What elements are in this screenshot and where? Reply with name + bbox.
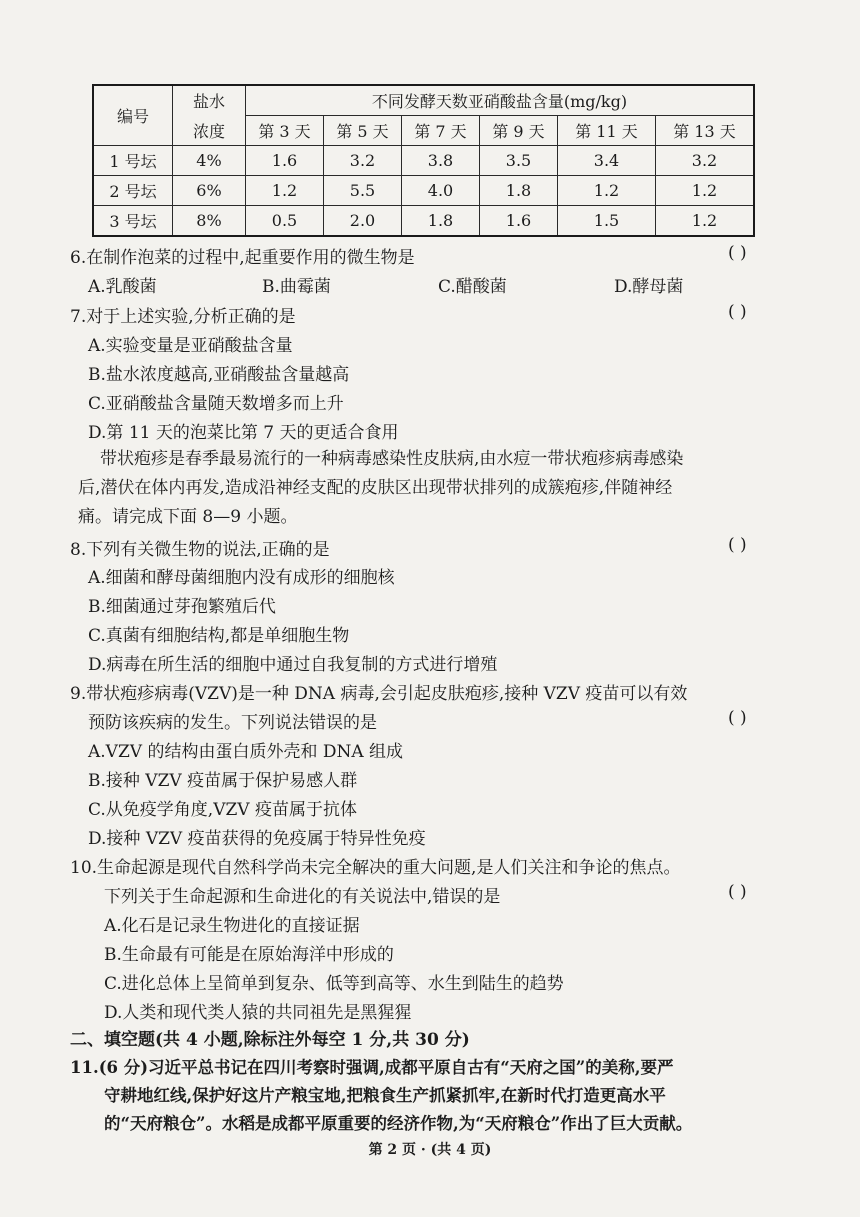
table-cell: 1.8 [402, 206, 480, 237]
q10-option-c: C.进化总体上呈简单到复杂、低等到高等、水生到陆生的趋势 [104, 974, 564, 994]
q6-option-c: C.醋酸菌 [438, 277, 507, 297]
q8-option-c: C.真菌有细胞结构,都是单细胞生物 [88, 626, 350, 646]
table-row [93, 176, 754, 206]
header-day: 第 11 天 [558, 116, 656, 146]
q6-option-a: A.乳酸菌 [88, 277, 157, 297]
header-day: 第 5 天 [324, 116, 402, 146]
passage-line: 后,潜伏在体内再发,造成沿神经支配的皮肤区出现带状排列的成簇疱疹,伴随神经 [78, 478, 673, 498]
answer-blank: ( ) [728, 708, 747, 728]
question-9-stem-1: 9.带状疱疹病毒(VZV)是一种 DNA 病毒,会引起皮肤疱疹,接种 VZV 疫苗可以有效 [70, 684, 688, 704]
passage [78, 445, 798, 532]
header-day: 第 3 天 [246, 116, 324, 146]
q7-option-d: D.第 11 天的泡菜比第 7 天的更适合食用 [88, 423, 399, 443]
table-cell: 3.2 [324, 146, 402, 176]
table-cell: 1.6 [246, 146, 324, 176]
table-cell: 1.8 [480, 176, 558, 206]
row-name: 2 号坛 [93, 176, 173, 206]
answer-blank: ( ) [728, 243, 747, 263]
table-row [93, 206, 754, 237]
header-day: 第 13 天 [656, 116, 755, 146]
header-day: 第 7 天 [402, 116, 480, 146]
table-cell: 5.5 [324, 176, 402, 206]
passage-line: 带状疱疹是春季最易流行的一种病毒感染性皮肤病,由水痘一带状疱疹病毒感染 [100, 449, 684, 469]
question-9-stem-2: 预防该疾病的发生。下列说法错误的是 [88, 713, 377, 733]
question-8-stem: 8.下列有关微生物的说法,正确的是 [70, 540, 330, 560]
page-footer: 第 2 页 · (共 4 页) [368, 1142, 492, 1158]
q6-option-b: B.曲霉菌 [262, 277, 331, 297]
question-10-stem-2: 下列关于生命起源和生命进化的有关说法中,错误的是 [104, 887, 501, 907]
table-cell: 2.0 [324, 206, 402, 237]
question-7-stem: 7.对于上述实验,分析正确的是 [70, 307, 296, 327]
q7-option-c: C.亚硝酸盐含量随天数增多而上升 [88, 394, 344, 414]
header-salt-1: 盐水 [173, 85, 246, 116]
question-10-stem-1: 10.生命起源是现代自然科学尚未完全解决的重大问题,是人们关注和争论的焦点。 [70, 858, 681, 878]
q6-option-d: D.酵母菌 [614, 277, 684, 297]
section-heading: 二、填空题(共 4 小题,除标注外每空 1 分,共 30 分) [70, 1030, 470, 1050]
table-cell: 1.2 [656, 176, 755, 206]
table-cell: 3.4 [558, 146, 656, 176]
q7-option-a: A.实验变量是亚硝酸盐含量 [88, 336, 293, 356]
q8-option-a: A.细菌和酵母菌细胞内没有成形的细胞核 [88, 568, 395, 588]
question-11-line-1: 11.(6 分)习近平总书记在四川考察时强调,成都平原自古有“天府之国”的美称,要严 [70, 1058, 674, 1077]
table-row [93, 146, 754, 176]
question-6-stem: 6.在制作泡菜的过程中,起重要作用的微生物是 [70, 248, 415, 268]
table-cell: 1.5 [558, 206, 656, 237]
question-11-line-2: 守耕地红线,保护好这片产粮宝地,把粮食生产抓紧抓牢,在新时代打造更高水平 [104, 1086, 666, 1105]
table-cell: 3.5 [480, 146, 558, 176]
q9-option-b: B.接种 VZV 疫苗属于保护易感人群 [88, 771, 358, 791]
header-number: 编号 [93, 85, 173, 146]
answer-blank: ( ) [728, 535, 747, 555]
table-cell: 1.2 [558, 176, 656, 206]
q9-option-a: A.VZV 的结构由蛋白质外壳和 DNA 组成 [88, 742, 404, 762]
header-salt-2: 浓度 [173, 116, 246, 146]
table-cell: 1.2 [246, 176, 324, 206]
q9-option-d: D.接种 VZV 疫苗获得的免疫属于特异性免疫 [88, 829, 426, 849]
q10-option-a: A.化石是记录生物进化的直接证据 [104, 916, 360, 936]
nitrite-table [92, 84, 755, 237]
question-11-line-3: 的“天府粮仓”。水稻是成都平原重要的经济作物,为“天府粮仓”作出了巨大贡献。 [104, 1114, 693, 1133]
q10-option-d: D.人类和现代类人猿的共同祖先是黑猩猩 [104, 1003, 412, 1023]
answer-blank: ( ) [728, 882, 747, 902]
row-name: 1 号坛 [93, 146, 173, 176]
table-cell: 1.2 [656, 206, 755, 237]
table-cell: 3.2 [656, 146, 755, 176]
q8-option-b: B.细菌通过芽孢繁殖后代 [88, 597, 276, 617]
q7-option-b: B.盐水浓度越高,亚硝酸盐含量越高 [88, 365, 350, 385]
table-cell: 0.5 [246, 206, 324, 237]
q10-option-b: B.生命最有可能是在原始海洋中形成的 [104, 945, 394, 965]
table-cell: 1.6 [480, 206, 558, 237]
header-day: 第 9 天 [480, 116, 558, 146]
row-salt: 4% [173, 146, 246, 176]
passage-line: 痛。请完成下面 8—9 小题。 [78, 507, 298, 527]
q8-option-d: D.病毒在所生活的细胞中通过自我复制的方式进行增殖 [88, 655, 498, 675]
answer-blank: ( ) [728, 302, 747, 322]
row-name: 3 号坛 [93, 206, 173, 237]
q9-option-c: C.从免疫学角度,VZV 疫苗属于抗体 [88, 800, 357, 820]
row-salt: 6% [173, 176, 246, 206]
row-salt: 8% [173, 206, 246, 237]
table-cell: 4.0 [402, 176, 480, 206]
header-group: 不同发酵天数亚硝酸盐含量(mg/kg) [246, 85, 755, 116]
table-cell: 3.8 [402, 146, 480, 176]
